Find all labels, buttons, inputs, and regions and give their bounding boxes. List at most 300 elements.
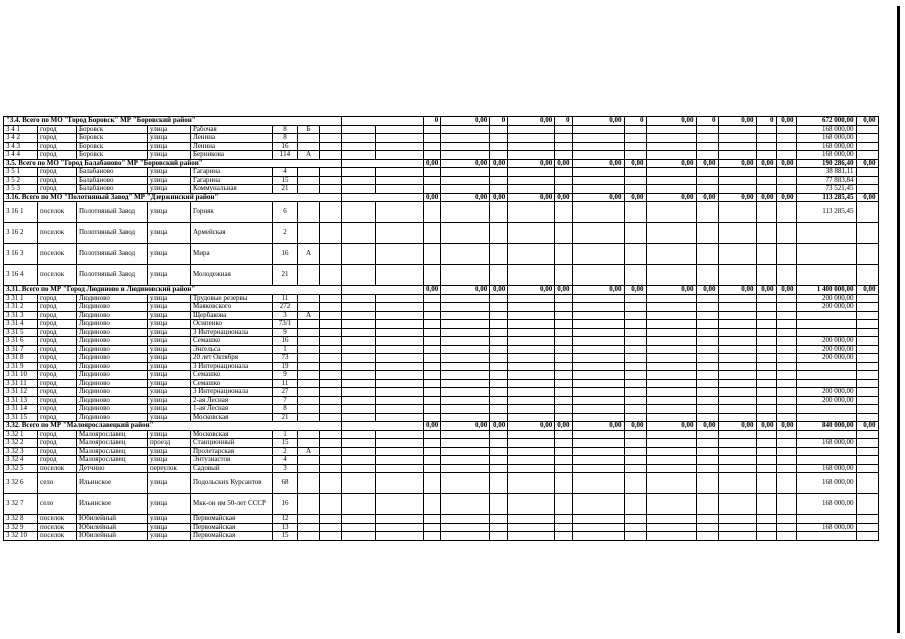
house-number: 73/1 <box>273 320 298 329</box>
street-type: улица <box>148 388 191 397</box>
street-name: Семашко <box>191 371 273 380</box>
empty-cell <box>696 265 718 286</box>
street-name: Энтузиастов <box>191 456 273 465</box>
empty-cell <box>572 265 624 286</box>
empty-cell <box>718 464 756 473</box>
empty-cell <box>856 176 878 185</box>
street-name: Берникова <box>191 151 273 160</box>
empty-cell <box>696 494 718 515</box>
amount-value <box>796 379 856 388</box>
empty-cell <box>342 151 376 160</box>
empty-cell <box>342 379 376 388</box>
empty-cell <box>508 388 555 397</box>
empty-cell <box>856 168 878 177</box>
empty-cell <box>776 515 796 524</box>
empty-cell <box>856 265 878 286</box>
house-letter: Б <box>298 125 320 134</box>
empty-cell <box>376 168 424 177</box>
street-name: Гагарина <box>191 168 273 177</box>
empty-cell <box>376 405 424 414</box>
empty-cell <box>508 223 555 244</box>
empty-cell <box>555 430 572 439</box>
empty-cell <box>856 494 878 515</box>
empty-cell <box>424 294 441 303</box>
settlement-type: город <box>38 345 77 354</box>
street-type: улица <box>148 320 191 329</box>
empty-cell <box>490 396 508 405</box>
empty-cell <box>376 244 424 265</box>
street-name: 2-ая Лесная <box>191 396 273 405</box>
empty-cell <box>320 464 342 473</box>
row-number: 3 31 8 <box>4 354 38 363</box>
house-number: 1 <box>273 345 298 354</box>
empty-cell <box>696 388 718 397</box>
table-row <box>4 151 879 160</box>
house-number: 15 <box>273 532 298 541</box>
house-letter <box>298 494 320 515</box>
empty-cell <box>508 125 555 134</box>
row-number: 3 5 2 <box>4 176 38 185</box>
empty-cell <box>424 464 441 473</box>
house-number: 11 <box>273 294 298 303</box>
empty-cell <box>572 151 624 160</box>
house-letter <box>298 303 320 312</box>
empty-cell <box>555 405 572 414</box>
group-summary-row <box>4 422 879 431</box>
empty-cell <box>441 362 490 371</box>
empty-cell <box>342 362 376 371</box>
empty-cell <box>320 473 342 494</box>
summary-value: 0,00 <box>718 422 756 431</box>
empty-cell <box>856 320 878 329</box>
settlement-name: Полотняный Завод <box>77 244 148 265</box>
empty-cell <box>376 371 424 380</box>
empty-cell <box>572 447 624 456</box>
amount-value <box>796 456 856 465</box>
amount-value: 168 000,00 <box>796 142 856 151</box>
table-row <box>4 396 879 405</box>
row-number: 3 31 10 <box>4 371 38 380</box>
street-name: 3 Интернационала <box>191 328 273 337</box>
empty-cell <box>756 223 776 244</box>
empty-cell <box>320 379 342 388</box>
empty-cell <box>756 362 776 371</box>
house-number: 1 <box>273 430 298 439</box>
empty-cell <box>508 447 555 456</box>
empty-cell <box>756 151 776 160</box>
house-number: 15 <box>273 176 298 185</box>
house-number: 6 <box>273 202 298 223</box>
settlement-name: Людиново <box>77 345 148 354</box>
empty-cell <box>572 523 624 532</box>
empty-cell <box>342 515 376 524</box>
empty-cell <box>490 265 508 286</box>
settlement-name: Боровск <box>77 134 148 143</box>
summary-value: 0,00 <box>756 422 776 431</box>
empty-cell <box>572 328 624 337</box>
empty-cell <box>856 337 878 346</box>
settlement-type: город <box>38 396 77 405</box>
settlement-type: город <box>38 328 77 337</box>
empty-cell <box>776 345 796 354</box>
summary-value: 0,00 <box>776 286 796 295</box>
empty-cell <box>718 515 756 524</box>
row-number: 3 31 1 <box>4 294 38 303</box>
empty-cell <box>856 151 878 160</box>
house-number: 8 <box>273 125 298 134</box>
street-name: 3 Интернационала <box>191 362 273 371</box>
empty-cell <box>490 125 508 134</box>
summary-value: 0,00 <box>572 159 624 168</box>
summary-value: 0,00 <box>624 286 646 295</box>
summary-value: 0,00 <box>696 422 718 431</box>
street-type: улица <box>148 168 191 177</box>
empty-cell <box>696 294 718 303</box>
street-type: улица <box>148 413 191 422</box>
empty-cell <box>342 430 376 439</box>
empty-cell <box>624 430 646 439</box>
empty-cell <box>572 371 624 380</box>
settlement-name: Балабаново <box>77 168 148 177</box>
amount-value <box>796 244 856 265</box>
street-type: улица <box>148 396 191 405</box>
empty-cell <box>572 473 624 494</box>
street-type: улица <box>148 151 191 160</box>
table-row <box>4 168 879 177</box>
amount-value: 168 000,00 <box>796 125 856 134</box>
settlement-type: город <box>38 320 77 329</box>
settlement-name: Юбилейный <box>77 515 148 524</box>
summary-value: 0,00 <box>508 422 555 431</box>
empty-cell <box>776 396 796 405</box>
amount-value <box>796 515 856 524</box>
empty-cell <box>776 371 796 380</box>
empty-cell <box>441 345 490 354</box>
empty-cell <box>646 515 696 524</box>
empty-cell <box>424 223 441 244</box>
group-title: 3.5. Всего по МО "Город Балабаново" МР "Боровский район" <box>4 159 342 168</box>
empty-cell <box>756 337 776 346</box>
empty-cell <box>555 388 572 397</box>
empty-cell <box>756 168 776 177</box>
empty-cell <box>718 337 756 346</box>
summary-value: 0,00 <box>555 422 572 431</box>
row-number: 3 32 9 <box>4 523 38 532</box>
empty-cell <box>776 320 796 329</box>
empty-cell <box>555 303 572 312</box>
empty-cell <box>856 223 878 244</box>
empty-cell <box>490 439 508 448</box>
table-row <box>4 176 879 185</box>
settlement-name: Полотняный Завод <box>77 265 148 286</box>
empty-cell <box>646 473 696 494</box>
empty-cell <box>776 185 796 194</box>
empty-cell <box>776 430 796 439</box>
empty-cell <box>696 125 718 134</box>
empty-cell <box>342 244 376 265</box>
street-type: улица <box>148 265 191 286</box>
empty-cell <box>441 176 490 185</box>
table-row <box>4 294 879 303</box>
amount-value <box>796 413 856 422</box>
table-row <box>4 515 879 524</box>
empty-cell <box>718 413 756 422</box>
settlement-name: Людиново <box>77 294 148 303</box>
settlement-type: поселок <box>38 265 77 286</box>
empty-cell <box>441 405 490 414</box>
empty-cell <box>508 337 555 346</box>
empty-cell <box>320 134 342 143</box>
empty-cell <box>342 311 376 320</box>
empty-cell <box>342 185 376 194</box>
empty-cell <box>555 311 572 320</box>
empty-cell <box>508 473 555 494</box>
empty-cell <box>646 354 696 363</box>
settlement-name: Людиново <box>77 303 148 312</box>
empty-cell <box>441 354 490 363</box>
empty-cell <box>342 337 376 346</box>
settlement-name: Полотняный Завод <box>77 202 148 223</box>
empty-cell <box>342 354 376 363</box>
amount-value: 168 000,00 <box>796 473 856 494</box>
settlement-name: Людиново <box>77 396 148 405</box>
table-row <box>4 244 879 265</box>
empty-cell <box>441 473 490 494</box>
empty-cell <box>555 185 572 194</box>
empty-cell <box>508 456 555 465</box>
empty-cell <box>776 354 796 363</box>
table-row <box>4 328 879 337</box>
settlement-name: Боровск <box>77 125 148 134</box>
empty-cell <box>646 523 696 532</box>
empty-cell <box>646 151 696 160</box>
empty-cell <box>376 185 424 194</box>
row-number: 3 32 4 <box>4 456 38 465</box>
empty-cell <box>490 185 508 194</box>
empty-cell <box>696 303 718 312</box>
empty-cell <box>376 464 424 473</box>
summary-value: 0,00 <box>756 193 776 202</box>
street-type: улица <box>148 515 191 524</box>
empty-cell <box>555 494 572 515</box>
empty-cell <box>508 345 555 354</box>
empty-cell <box>376 223 424 244</box>
empty-cell <box>776 168 796 177</box>
house-letter <box>298 202 320 223</box>
empty-cell <box>646 413 696 422</box>
empty-cell <box>320 515 342 524</box>
empty-cell <box>490 447 508 456</box>
house-number: 21 <box>273 413 298 422</box>
settlement-type: село <box>38 473 77 494</box>
empty-cell <box>376 345 424 354</box>
amount-value: 200 000,00 <box>796 354 856 363</box>
empty-cell <box>856 405 878 414</box>
street-name: Гагарина <box>191 176 273 185</box>
empty-cell <box>646 303 696 312</box>
group-title: 3.31. Всего по МР "Город Людиново и Людиновский район" <box>4 286 342 295</box>
street-type: улица <box>148 405 191 414</box>
empty-cell <box>441 447 490 456</box>
empty-cell <box>441 413 490 422</box>
house-number: 19 <box>273 362 298 371</box>
empty-cell <box>696 223 718 244</box>
empty-cell <box>320 337 342 346</box>
empty-cell <box>776 405 796 414</box>
empty-cell <box>441 311 490 320</box>
empty-cell <box>572 388 624 397</box>
house-number: 4 <box>273 168 298 177</box>
house-number: 9 <box>273 328 298 337</box>
empty-cell <box>320 168 342 177</box>
empty-cell <box>624 371 646 380</box>
empty-cell <box>490 388 508 397</box>
street-name: Подольских Курсантов <box>191 473 273 494</box>
empty-cell <box>696 142 718 151</box>
house-number: 15 <box>273 439 298 448</box>
empty-cell <box>646 464 696 473</box>
empty-cell <box>718 176 756 185</box>
amount-value: 77 883,84 <box>796 176 856 185</box>
empty-cell <box>376 303 424 312</box>
empty-cell <box>376 379 424 388</box>
empty-cell <box>555 337 572 346</box>
street-type: улица <box>148 345 191 354</box>
empty-cell <box>776 311 796 320</box>
empty-cell <box>776 464 796 473</box>
empty-cell <box>572 362 624 371</box>
empty-cell <box>756 202 776 223</box>
street-type: улица <box>148 447 191 456</box>
summary-value: 0,00 <box>696 286 718 295</box>
table-row <box>4 362 879 371</box>
empty-cell <box>508 294 555 303</box>
house-letter <box>298 362 320 371</box>
street-type: улица <box>148 456 191 465</box>
empty-cell <box>718 371 756 380</box>
empty-cell <box>646 447 696 456</box>
empty-cell <box>624 176 646 185</box>
street-name: 20 лет Октября <box>191 354 273 363</box>
empty-cell <box>441 265 490 286</box>
empty-cell <box>508 439 555 448</box>
empty-cell <box>646 142 696 151</box>
table-row <box>4 379 879 388</box>
street-name: Мкк-он им 50-лет СССР <box>191 494 273 515</box>
row-number: 3 31 12 <box>4 388 38 397</box>
empty-cell <box>490 294 508 303</box>
empty-cell <box>376 354 424 363</box>
summary-value: 113 285,45 <box>796 193 856 202</box>
row-number: 3 4 4 <box>4 151 38 160</box>
table-row <box>4 413 879 422</box>
empty-cell <box>376 142 424 151</box>
empty-cell <box>424 176 441 185</box>
house-number: 3 <box>273 311 298 320</box>
empty-cell <box>756 142 776 151</box>
empty-cell <box>320 494 342 515</box>
empty-cell <box>572 320 624 329</box>
street-type: проезд <box>148 439 191 448</box>
empty-cell <box>342 405 376 414</box>
empty-cell <box>555 328 572 337</box>
summary-value: 0,00 <box>441 422 490 431</box>
empty-cell <box>508 523 555 532</box>
row-number: 3 31 6 <box>4 337 38 346</box>
settlement-name: Людиново <box>77 388 148 397</box>
empty-cell <box>572 439 624 448</box>
empty-cell <box>424 265 441 286</box>
empty-cell <box>424 202 441 223</box>
summary-spacer <box>342 422 424 431</box>
empty-cell <box>572 142 624 151</box>
amount-value <box>796 320 856 329</box>
empty-cell <box>555 464 572 473</box>
empty-cell <box>624 456 646 465</box>
empty-cell <box>776 456 796 465</box>
empty-cell <box>555 396 572 405</box>
empty-cell <box>696 371 718 380</box>
house-letter <box>298 134 320 143</box>
empty-cell <box>320 405 342 414</box>
empty-cell <box>696 362 718 371</box>
empty-cell <box>856 303 878 312</box>
empty-cell <box>342 439 376 448</box>
settlement-name: Людиново <box>77 379 148 388</box>
summary-value: 0,00 <box>646 117 696 126</box>
row-number: 3 16 1 <box>4 202 38 223</box>
empty-cell <box>776 473 796 494</box>
empty-cell <box>376 523 424 532</box>
empty-cell <box>776 142 796 151</box>
empty-cell <box>776 176 796 185</box>
empty-cell <box>572 379 624 388</box>
settlement-name: Людиново <box>77 337 148 346</box>
empty-cell <box>718 405 756 414</box>
empty-cell <box>856 345 878 354</box>
summary-value: 0,00 <box>776 193 796 202</box>
street-name: Московская <box>191 430 273 439</box>
empty-cell <box>508 265 555 286</box>
empty-cell <box>718 168 756 177</box>
settlement-name: Балабаново <box>77 176 148 185</box>
summary-value: 0,00 <box>856 159 878 168</box>
house-number: 2 <box>273 223 298 244</box>
summary-spacer <box>342 159 424 168</box>
street-name: Горняк <box>191 202 273 223</box>
empty-cell <box>376 413 424 422</box>
row-number: 3 31 3 <box>4 311 38 320</box>
summary-spacer <box>342 193 424 202</box>
settlement-type: поселок <box>38 523 77 532</box>
street-name: Московская <box>191 413 273 422</box>
empty-cell <box>441 532 490 541</box>
empty-cell <box>624 303 646 312</box>
empty-cell <box>718 532 756 541</box>
empty-cell <box>624 354 646 363</box>
empty-cell <box>718 244 756 265</box>
empty-cell <box>320 447 342 456</box>
empty-cell <box>624 337 646 346</box>
empty-cell <box>376 362 424 371</box>
row-number: 3 31 11 <box>4 379 38 388</box>
street-type: улица <box>148 223 191 244</box>
empty-cell <box>856 371 878 380</box>
house-letter <box>298 328 320 337</box>
page-edge-rule <box>897 6 900 633</box>
empty-cell <box>856 388 878 397</box>
table-row <box>4 456 879 465</box>
